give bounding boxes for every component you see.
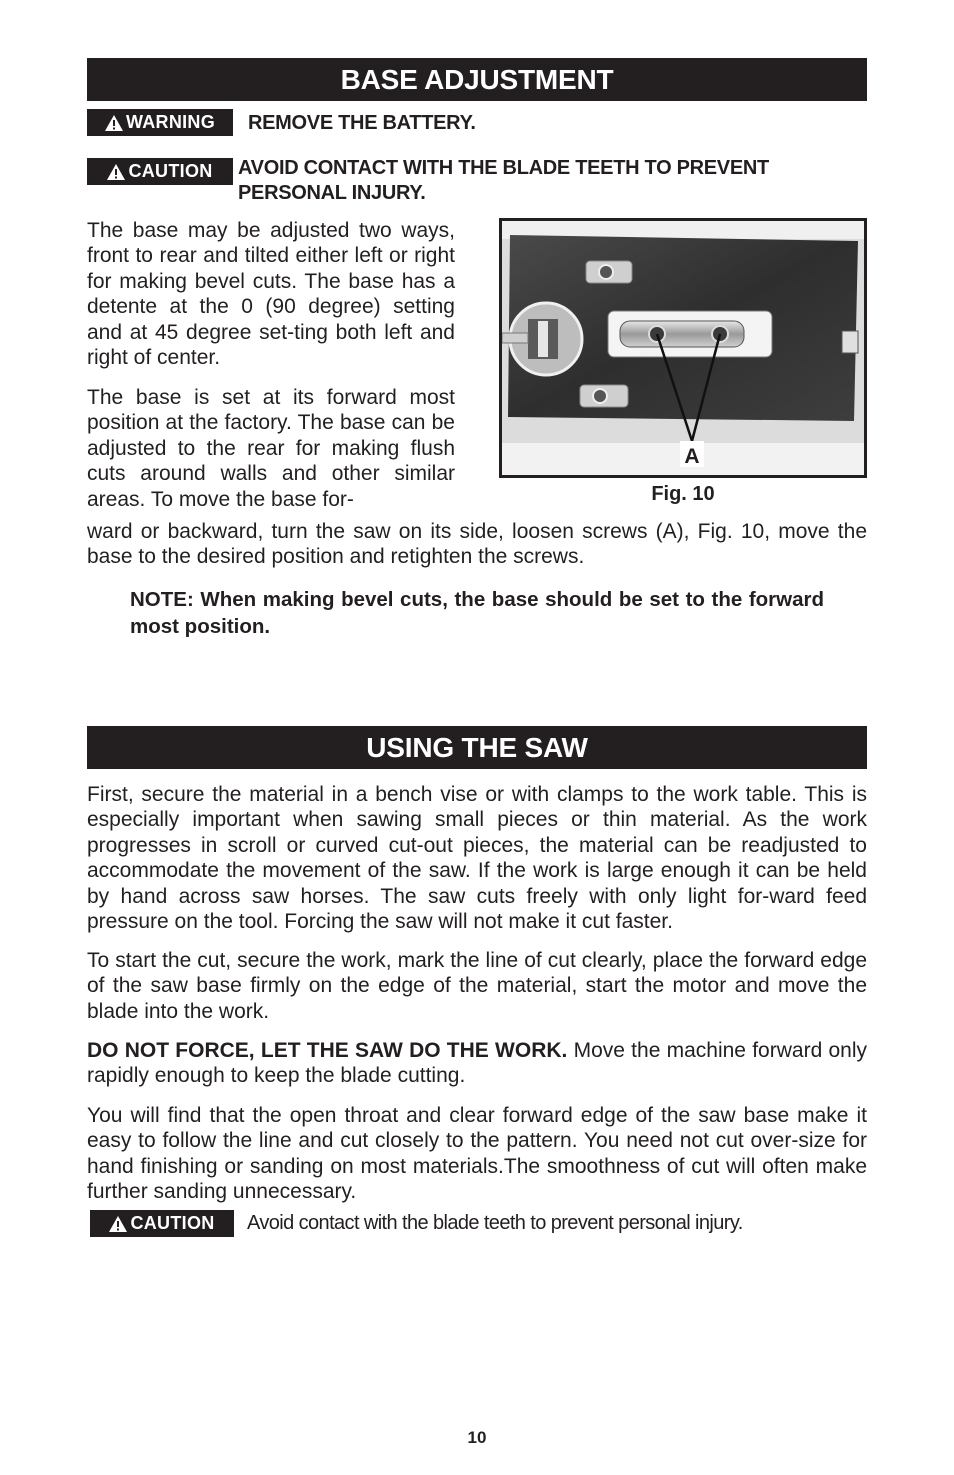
using-para-3-rest: Move the machine forward only rapidly enough to keep the blade cutting. xyxy=(87,1039,868,1088)
caution-badge xyxy=(87,158,233,185)
using-para-4: You will find that the open throat and clear forward edge of the saw base make it easy to follow the line and cut closely to the pattern. You need not cut over-size for hand finishing or sanding on most materials.The smoothness of cut will often make further sanding unnecessary. xyxy=(87,1104,867,1204)
section-title: USING THE SAW xyxy=(366,732,588,763)
caution-badge-label: CAUTION xyxy=(128,161,213,181)
using-para-3 xyxy=(87,1038,867,1089)
warning-badge xyxy=(87,109,233,136)
section-header-base-adjustment xyxy=(87,58,867,101)
warning-badge-label: WARNING xyxy=(125,112,216,132)
section-header-using-the-saw xyxy=(87,726,867,769)
base-para-2b: ward or backward, turn the saw on its side, loosen screws (A), Fig. 10, move the base to the desired position and retighten the screws. xyxy=(87,520,867,569)
figure-caption: Fig. 10 xyxy=(651,483,715,505)
caution-triangle-icon xyxy=(107,164,125,180)
caution-text-line2: PERSONAL INJURY. xyxy=(238,182,426,204)
note-text: NOTE: When making bevel cuts, the base should be set to the forward most position. xyxy=(130,588,824,638)
caution-text-line1: AVOID CONTACT WITH THE BLADE TEETH TO PREVENT xyxy=(238,157,769,179)
section-title: BASE ADJUSTMENT xyxy=(340,64,614,95)
figure-10 xyxy=(499,218,867,478)
using-para-1: First, secure the material in a bench vise or with clamps to the work table. This is especially important when sawing small pieces or thin material. As the work progresses in scroll or curved cut-out pieces, the material can be readjusted to accommodate the movement of the saw. If the work is large enough it can be held by hand across saw horses. The saw cuts freely with only light for-ward feed pressure on the tool. Forcing the saw will not make it cut faster. xyxy=(87,783,867,934)
using-para-2: To start the cut, secure the work, mark the line of cut clearly, place the forward edge of the saw base firmly on the edge of the material, start the motor and move the blade into the work. xyxy=(87,949,867,1023)
caution-badge-label: CAUTION xyxy=(130,1213,215,1233)
saw-base-photo xyxy=(502,221,864,475)
base-para-1: The base may be adjusted two ways, front to rear and tilted either left or right for making bevel cuts. The base has a detente at the 0 (90 degree) setting and at 45 degree set-ting both left and right of center. xyxy=(87,219,455,370)
warning-text: REMOVE THE BATTERY. xyxy=(248,112,476,134)
caution-text-2: Avoid contact with the blade teeth to prevent personal injury. xyxy=(247,1212,743,1234)
caution-triangle-icon xyxy=(109,1216,127,1232)
page-number: 10 xyxy=(467,1428,487,1447)
using-para-3-bold: DO NOT FORCE, LET THE SAW DO THE WORK. xyxy=(87,1039,568,1062)
figure-label-a: A xyxy=(684,445,700,468)
caution-badge-2 xyxy=(90,1210,234,1237)
warning-triangle-icon xyxy=(105,115,123,131)
base-para-2a: The base is set at its forward most position at the factory. The base can be adjusted to the rear for making flush cuts around walls and other similar areas. To move the base for- xyxy=(87,386,455,511)
